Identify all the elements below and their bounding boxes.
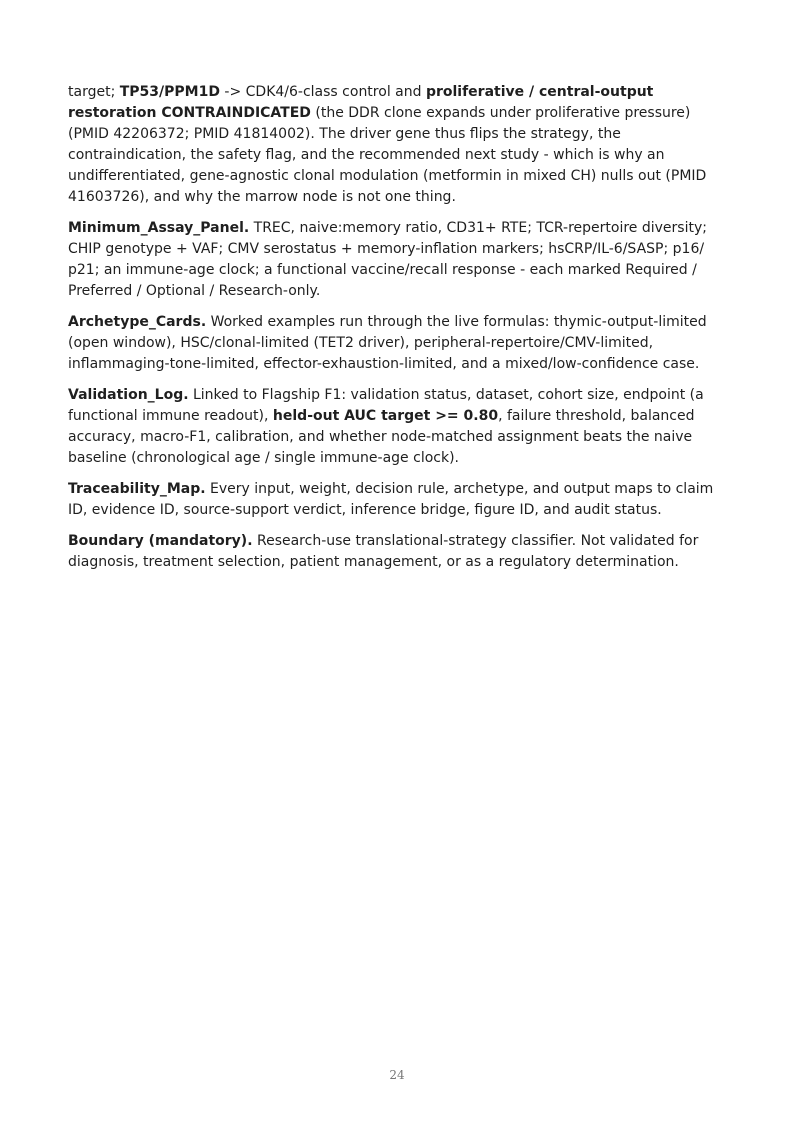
paragraph-tp53-continuation xyxy=(68,82,728,208)
segment: TREC, naive:memory ratio, CD31+ RTE; TCR-repertoire diversity; CHIP genotype + VAF; CMV serostatus + memory-inflation markers; hsCRP/IL-6/SASP; p16/ p21; an immune-age clock; a functional vaccine/recall response - each marked Required / Preferred / Optional / Research-only. xyxy=(68,220,707,299)
segment: target; xyxy=(68,84,120,100)
segment: Linked to Flagship F1: validation status, dataset, cohort size, endpoint (a functional immune readout), xyxy=(68,387,704,424)
segment: Every input, weight, decision rule, archetype, and output maps to claim ID, evidence ID, source-support verdict, inference bridge, figure ID, and audit status. xyxy=(68,481,714,518)
paragraph-traceability-map xyxy=(68,479,728,521)
paragraph-heading: Validation_Log. xyxy=(68,387,189,403)
paragraph-heading: Minimum_Assay_Panel. xyxy=(68,220,250,236)
paragraph-boundary xyxy=(68,531,728,573)
paragraph-minimum-assay-panel xyxy=(68,218,728,302)
segment: Worked examples run through the live formulas: thymic-output-limited (open window), HSC/clonal-limited (TET2 driver), peripheral-repertoire/CMV-limited, inflammaging-tone-limited, effector-exhaustion-limited, and a mixed/low-confidence case. xyxy=(68,314,707,372)
segment: (the DDR clone expands under proliferative pressure) (PMID 42206372; PMID 41814002). The driver gene thus flips the strategy, the contraindication, the safety flag, and the recommended next study - which is why an undifferentiated, gene-agnostic clonal modulation (metformin in mixed CH) nulls out (PMID 41603726), and why the marrow node is not one thing. xyxy=(68,105,707,205)
paragraph-validation-log xyxy=(68,385,728,469)
page-body xyxy=(68,82,728,583)
paragraph-heading: Traceability_Map. xyxy=(68,481,206,497)
segment-bold: TP53/PPM1D xyxy=(119,84,220,100)
paragraph-heading: Archetype_Cards. xyxy=(68,314,207,330)
segment: , failure threshold, balanced accuracy, macro-F1, calibration, and whether node-matched assignment beats the naive baseline (chronological age / single immune-age clock). xyxy=(68,408,695,466)
segment: Research-use translational-strategy classifier. Not validated for diagnosis, treatment selection, patient management, or as a regulatory determination. xyxy=(68,533,699,570)
segment: -> CDK4/6-class control and xyxy=(219,84,426,100)
page-number: 24 xyxy=(389,1068,405,1082)
paragraph-heading: Boundary (mandatory). xyxy=(68,533,253,549)
segment-bold: proliferative / central-output restoration CONTRAINDICATED xyxy=(68,84,654,121)
paragraph-archetype-cards xyxy=(68,312,728,375)
segment-bold: held-out AUC target >= 0.80 xyxy=(272,408,499,424)
